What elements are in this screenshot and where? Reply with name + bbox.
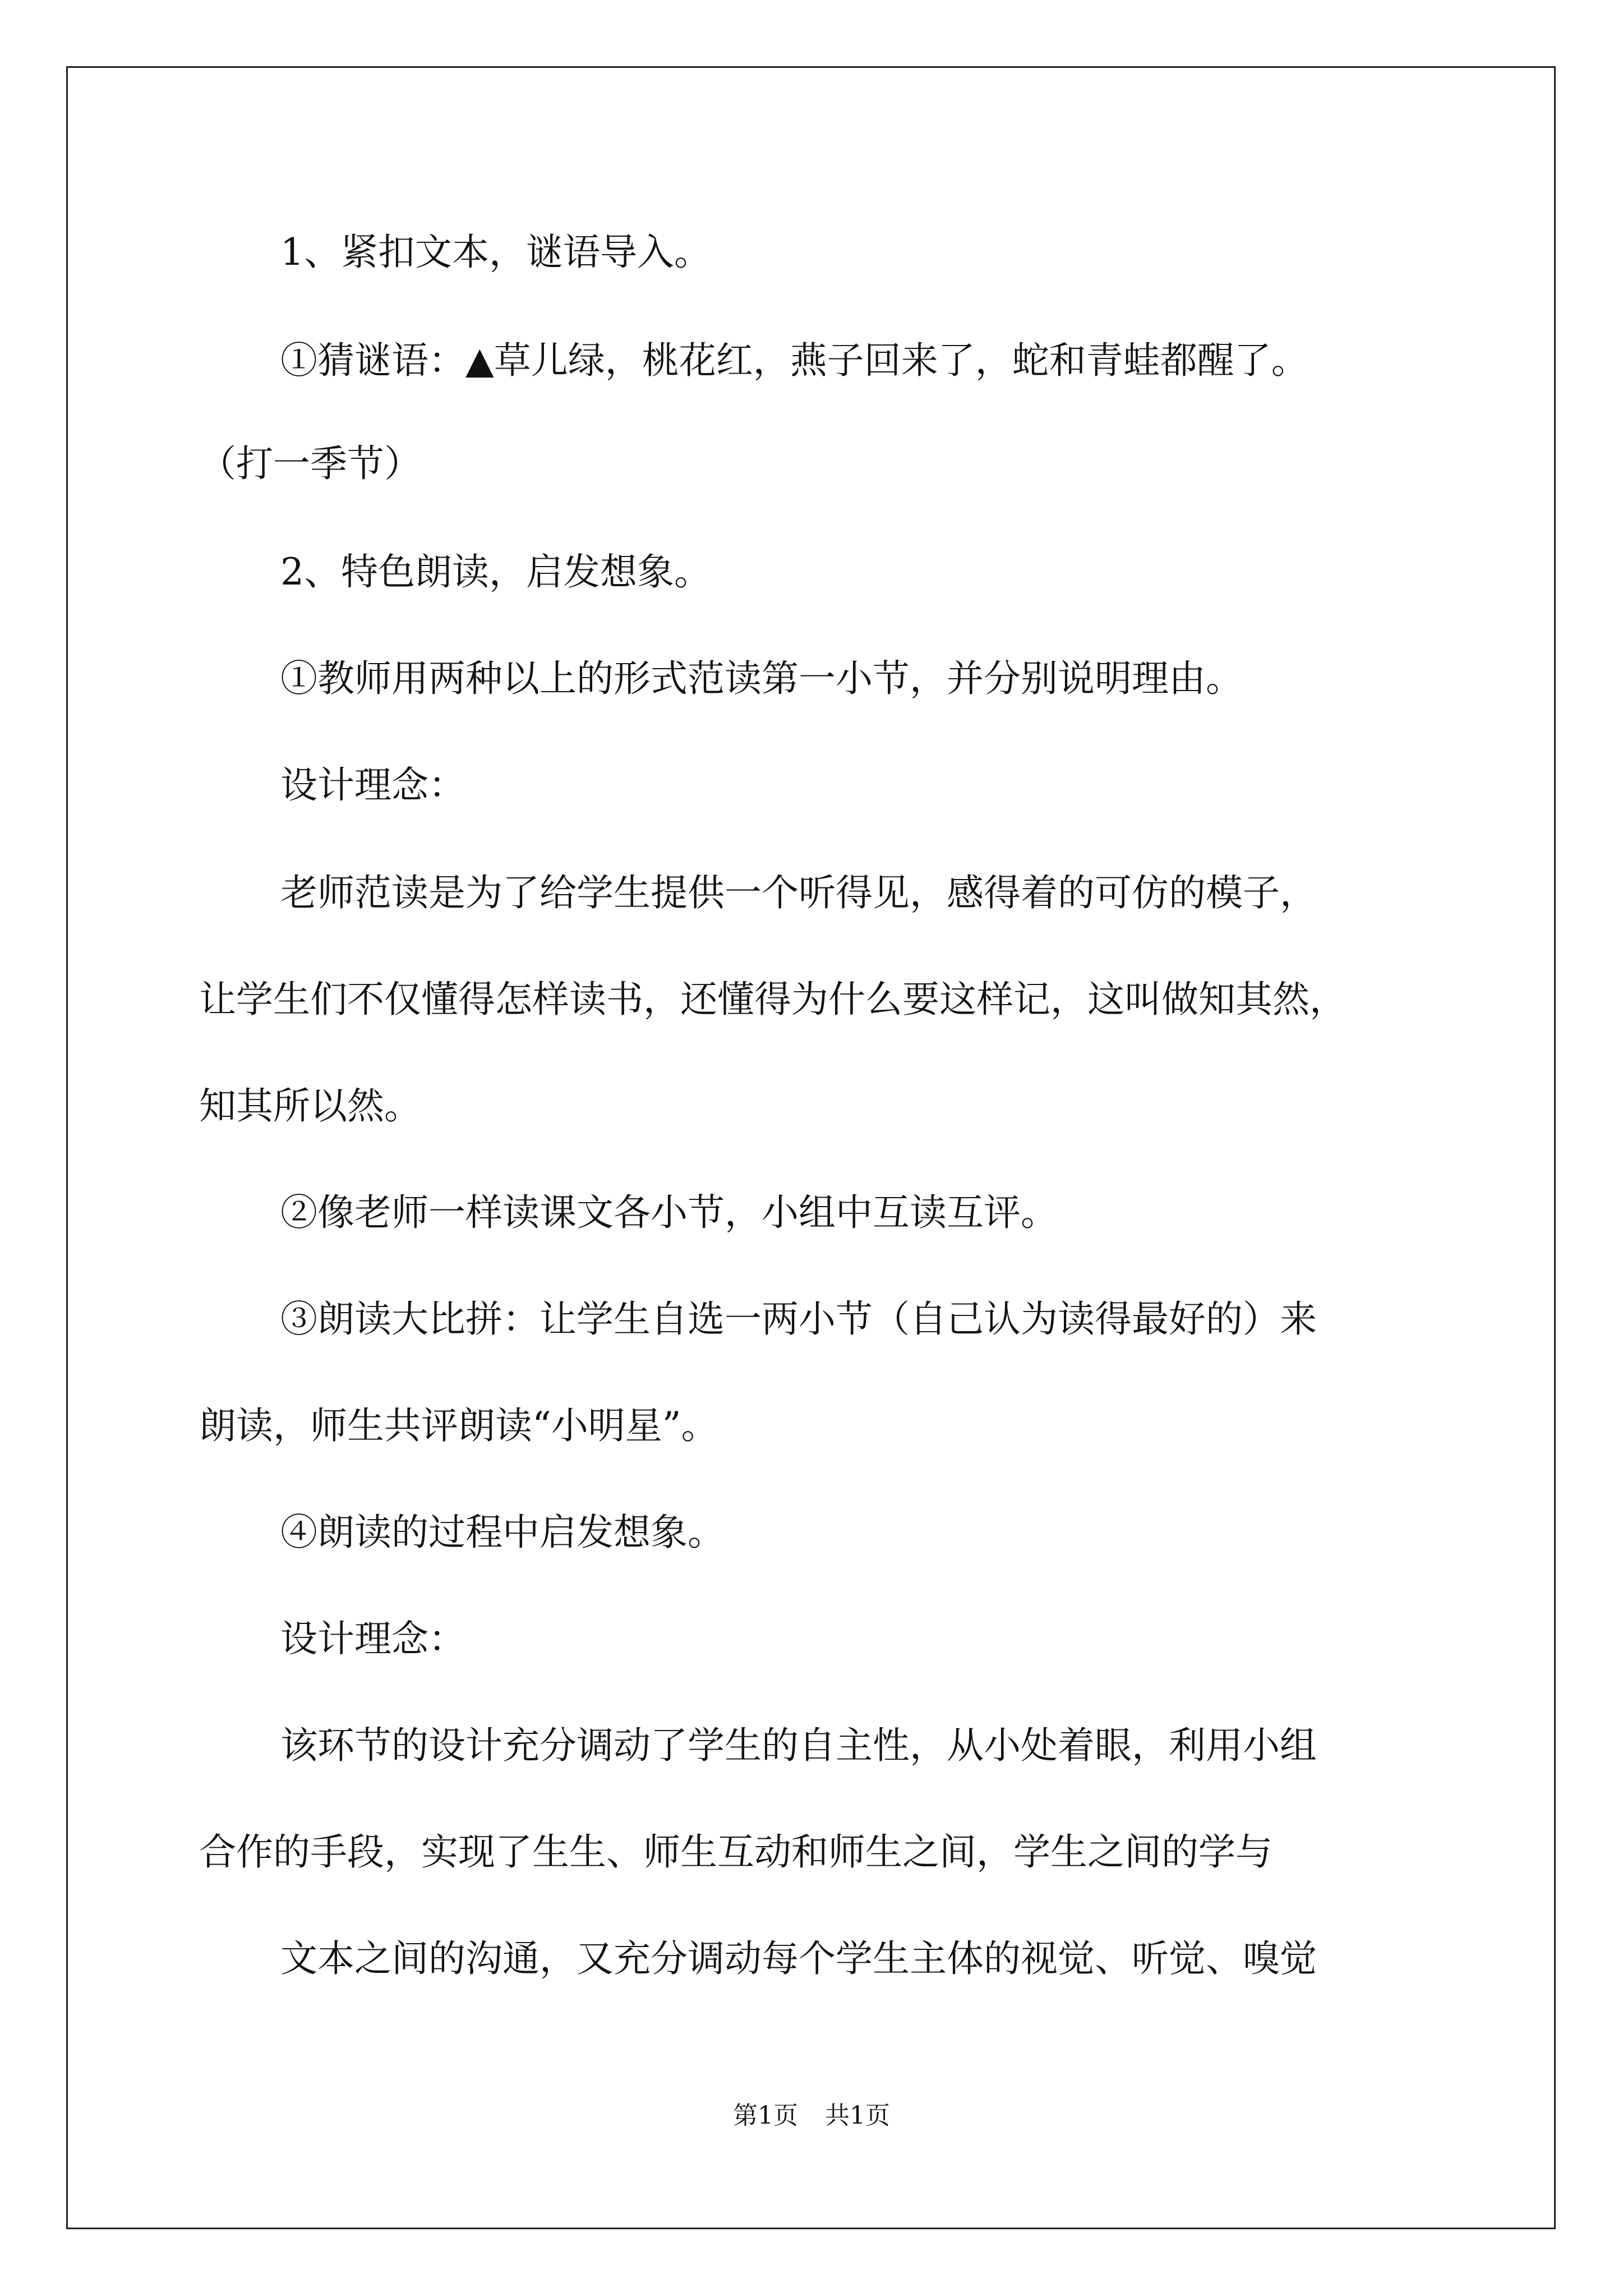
page-total: 共1页 (825, 2101, 890, 2130)
text-line-2: ①猜谜语：▲草儿绿，桃花红，燕子回来了，蛇和青蛙都醒了。 (280, 339, 1308, 382)
page-number: 第1页 (733, 2101, 798, 2130)
text-line-14: 设计理念： (280, 1617, 465, 1660)
text-line-3: （打一季节） (199, 442, 421, 485)
text-line-8: 让学生们不仅懂得怎样读书，还懂得为什么要这样记，这叫做知其然， (199, 978, 1347, 1021)
text-line-11: ③朗读大比拼：让学生自选一两小节（自己认为读得最好的）来 (280, 1297, 1317, 1341)
text-line-16: 合作的手段，实现了生生、师生互动和师生之间，学生之间的学与 (199, 1830, 1272, 1874)
text-line-10: ②像老师一样读课文各小节，小组中互读互评。 (280, 1191, 1058, 1234)
text-line-4: 2、特色朗读，启发想象。 (280, 550, 711, 593)
text-line-7: 老师范读是为了给学生提供一个听得见，感得着的可仿的模子， (280, 871, 1317, 914)
text-line-9: 知其所以然。 (199, 1084, 421, 1128)
text-line-6: 设计理念： (280, 763, 465, 807)
text-line-13: ④朗读的过程中启发想象。 (280, 1511, 725, 1554)
text-line-5: ①教师用两种以上的形式范读第一小节，并分别说明理由。 (280, 657, 1243, 700)
text-line-17: 文本之间的沟通，又充分调动每个学生主体的视觉、听觉、嗅觉 (280, 1937, 1317, 1980)
text-line-15: 该环节的设计充分调动了学生的自主性，从小处着眼，利用小组 (280, 1724, 1317, 1767)
text-line-1: 1、紧扣文本，谜语导入。 (280, 231, 711, 274)
page-footer (0, 2099, 1623, 2133)
text-line-12: 朗读，师生共评朗读“小明星”。 (199, 1404, 718, 1447)
page-border (66, 66, 1556, 2229)
